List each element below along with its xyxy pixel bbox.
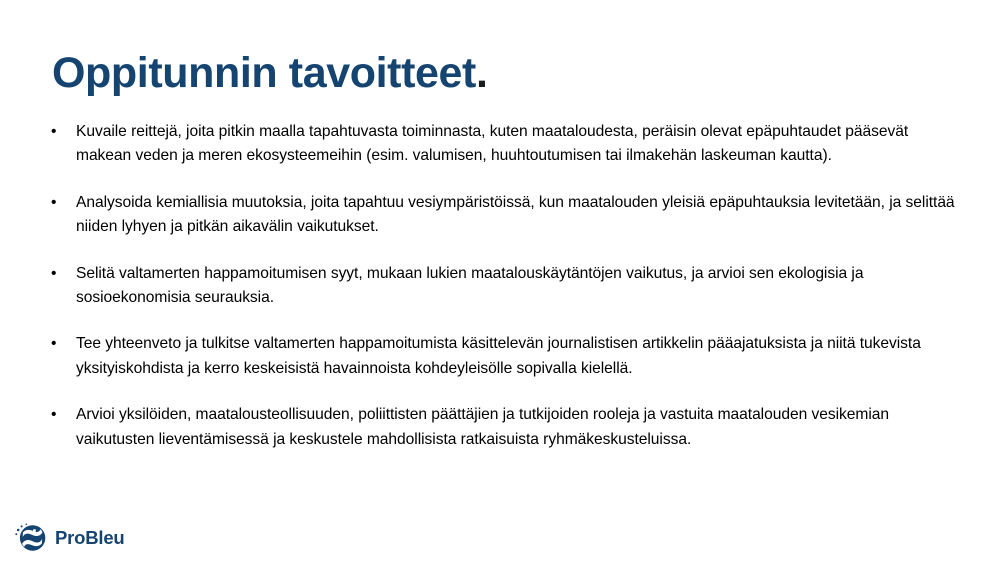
bullet-point-icon: •	[51, 406, 57, 424]
list-item	[46, 120, 966, 169]
list-item	[46, 262, 966, 311]
list-item-text: Tee yhteenveto ja tulkitse valtamerten happamoitumista käsittelevän journalistisen artikkelin pääajatuksista ja niitä tukevista yksityiskohdista ja kerro keskeisistä havainnoista kohdeyleisölle sopivalla kielellä.	[76, 335, 921, 377]
bullet-point-icon: •	[51, 193, 57, 211]
probleu-logo-text: ProBleu	[55, 526, 125, 548]
list-item	[46, 191, 966, 240]
list-item	[46, 403, 966, 452]
probleu-globe-icon	[14, 521, 48, 555]
list-item-text: Selitä valtamerten happamoitumisen syyt, mukaan lukien maatalouskäytäntöjen vaikutus, ja arvioi sen ekologisia ja sosioekonomisia seurauksia.	[76, 264, 864, 307]
bullet-point-icon: •	[51, 335, 57, 353]
page-title	[52, 49, 488, 97]
list-item-text: Analysoida kemiallisia muutoksia, joita tapahtuu vesiympäristöissä, kun maatalouden yleisiä epäpuhtauksia levitetään, ja selittää niiden lyhyen ja pitkän aikavälin vaikutukset.	[76, 193, 955, 236]
bullet-point-icon: •	[51, 123, 57, 140]
bullet-point-icon: •	[51, 264, 57, 282]
list-item-text: Kuvaile reittejä, joita pitkin maalla tapahtuvasta toiminnasta, kuten maataloudesta, peräisin olevat epäpuhtaudet pääsevät makean veden ja meren ekosysteemeihin (esim. valumisen, huuhtoutumisen tai ilmakehän laskeuman kautta).	[76, 123, 909, 165]
objectives-list	[46, 120, 966, 452]
page-title-punctuation: .	[475, 49, 488, 97]
probleu-logo	[14, 521, 125, 555]
list-item	[46, 332, 966, 381]
page-title-text: Oppitunnin tavoitteet	[52, 49, 476, 97]
list-item-text: Arvioi yksilöiden, maatalousteollisuuden, poliittisten päättäjien ja tutkijoiden rooleja ja vastuita maatalouden vesikemian vaikutusten lieventämisessä ja keskustele mahdollisista ratkaisuista ryhmäkeskusteluissa.	[76, 406, 889, 448]
